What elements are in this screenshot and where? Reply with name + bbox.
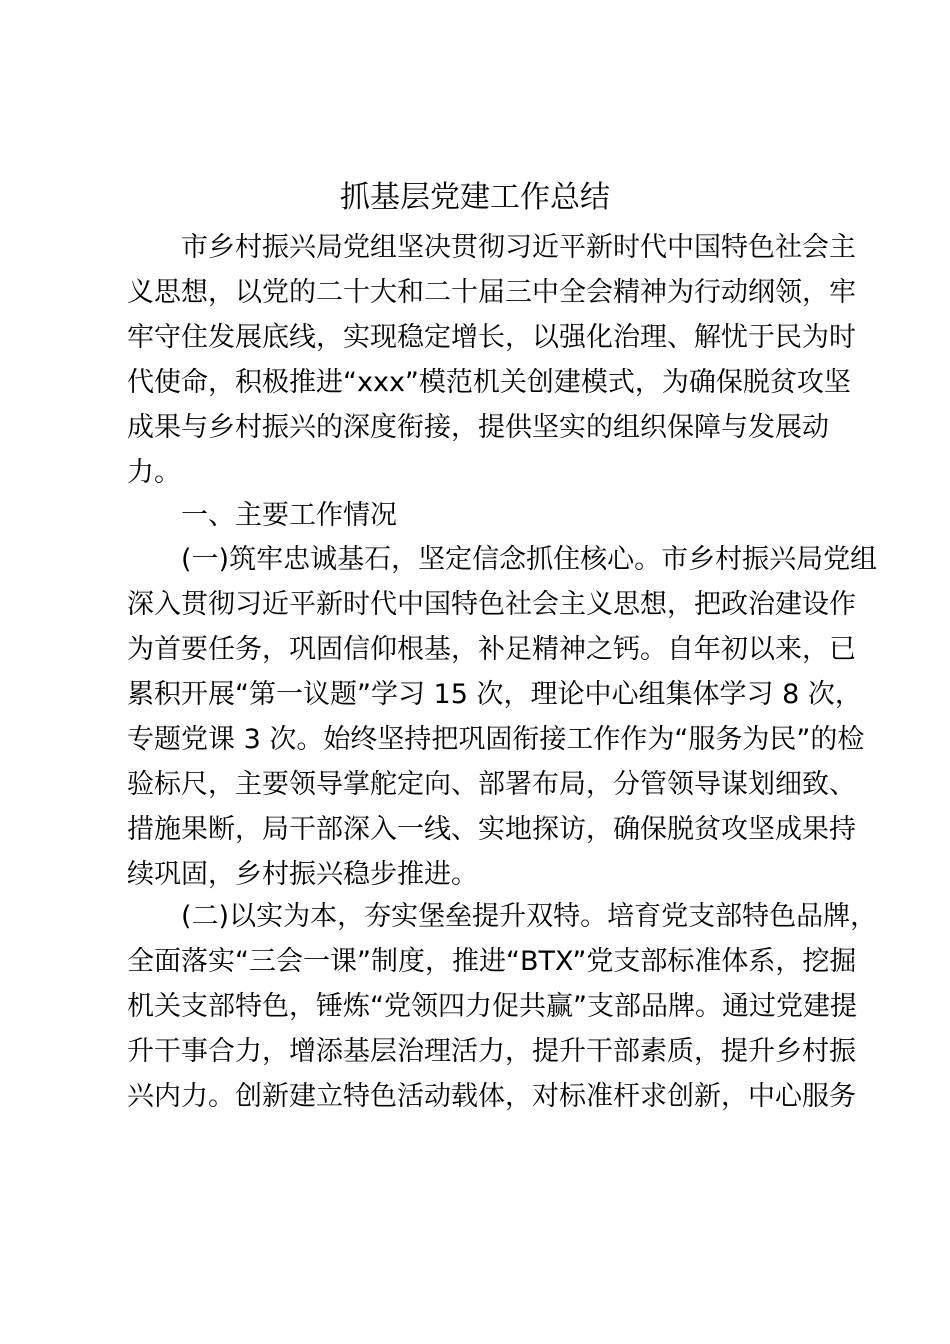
paragraph-intro [127, 225, 856, 495]
paragraph-line: 全面落实“三会一课”制度，推进“BTX”党支部标准体系，挖掘 [127, 946, 857, 977]
paragraph-line: 成果与乡村振兴的深度衔接，提供坚实的组织保障与发展动 [127, 412, 829, 443]
paragraph-line: 兴内力。创新建立特色活动载体，对标准杆求创新，中心服务 [127, 1081, 856, 1112]
paragraph-line: 牢守住发展底线，实现稳定增长，以强化治理、解忧于民为时 [127, 322, 856, 353]
paragraph-section-2 [127, 894, 877, 1119]
paragraph-line: 代使命，积极推进“xxx”模范机关创建模式，为确保脱贫攻坚 [127, 367, 851, 398]
paragraph-line: 机关支部特色，锤炼“党领四力促共赢”支部品牌。通过党建提 [127, 991, 857, 1022]
paragraph-line: 力。 [127, 457, 181, 488]
paragraph-line: 专题党课 3 次。始终坚持把巩固衔接工作作为“服务为民”的检 [127, 724, 865, 755]
paragraph-line: 为首要任务，巩固信仰根基，补足精神之钙。自年初以来，已 [127, 634, 856, 665]
paragraph-line: (一)筑牢忠诚基石，坚定信念抓住核心。市乡村振兴局党组 [181, 544, 878, 575]
paragraph-section-1 [127, 537, 877, 897]
paragraph-line: 续巩固，乡村振兴稳步推进。 [127, 859, 478, 890]
paragraph-line: 累积开展“第一议题”学习 15 次，理论中心组集体学习 8 次， [127, 679, 862, 710]
paragraph-line: 措施果断，局干部深入一线、实地探访，确保脱贫攻坚成果持 [127, 814, 856, 845]
paragraph-line: 验标尺，主要领导掌舵定向、部署布局，分管领导谋划细致、 [127, 769, 856, 800]
paragraph-line: (二)以实为本，夯实堡垒提升双特。培育党支部特色品牌， [181, 901, 878, 932]
document-title: 抓基层党建工作总结 [340, 180, 610, 215]
paragraph-line: 义思想，以党的二十大和二十届三中全会精神为行动纲领，牢 [127, 277, 856, 308]
section-heading [127, 493, 397, 538]
section-heading-text: 一、主要工作情况 [181, 500, 397, 531]
paragraph-line: 市乡村振兴局党组坚决贯彻习近平新时代中国特色社会主 [181, 232, 856, 263]
paragraph-line: 升干事合力，增添基层治理活力，提升干部素质，提升乡村振 [127, 1036, 856, 1067]
paragraph-line: 深入贯彻习近平新时代中国特色社会主义思想，把政治建设作 [127, 589, 856, 620]
